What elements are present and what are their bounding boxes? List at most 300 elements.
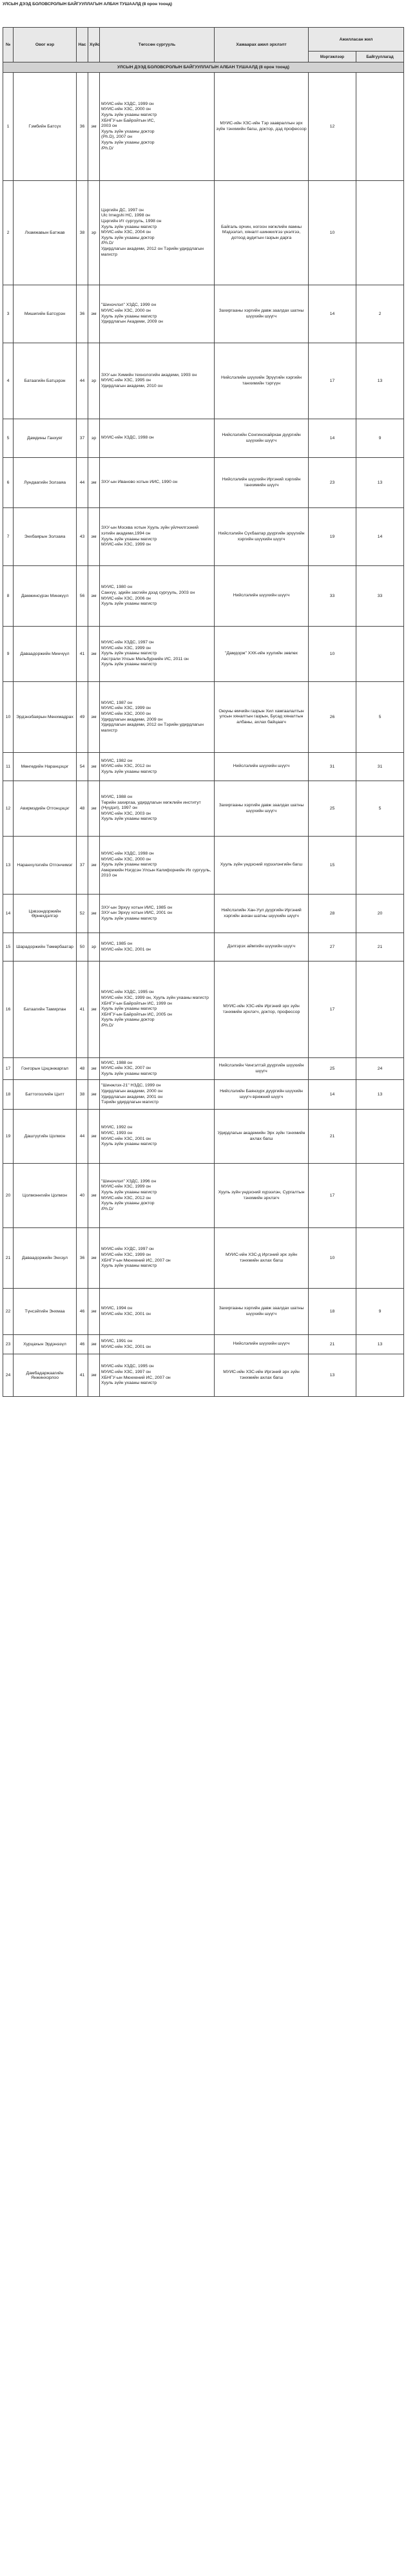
person-age: 44 (77, 343, 88, 419)
education-line: Хууль зүйн ухааны магистр (101, 862, 157, 867)
section-row (3, 62, 404, 73)
education-line: Удирдлагын академи, 2001 он (101, 1094, 163, 1099)
education-line: ЗХУ-ын Иваново хотын ИИС, 1990 он (101, 480, 178, 485)
job-title: МУИС-ийн ХЗС-ийн Тэр заавраллын эрх зүйн тэнхмийн багш, доктор, дэд профессор (215, 73, 309, 181)
education-line: МУИС, 1985 он (101, 941, 133, 946)
row-number: 19 (3, 1110, 14, 1164)
education-line: МУИС-ийн ХЗС, 2001 он (101, 947, 151, 952)
person-name: Авирмэдийн Отгонцэцэг (14, 781, 77, 837)
experience-org: 21 (356, 933, 404, 961)
person-name: Энхбаярын Золзаяа (14, 508, 77, 566)
education-list (100, 933, 215, 961)
row-number: 4 (3, 343, 14, 419)
education-line: Хууль зүйн ухааны магистр (101, 113, 157, 118)
person-name: Батаагийн Тамирлан (14, 961, 77, 1058)
education-line: МУИС, 1988 он (101, 795, 133, 800)
person-sex: эм (88, 458, 100, 508)
table-row (3, 837, 404, 895)
job-title: Хууль зүйн үндэсний хүрээлэн, Сургалтын тэнхмийн эрхлэгч (215, 1164, 309, 1228)
education-line: МУИС, 1980 он (101, 585, 133, 590)
education-line: ЗХУ-ын Эрхүү хотын ИИС, 1985 он (101, 905, 173, 910)
experience-total: 33 (309, 566, 356, 627)
education-line: ХБНГУ-ын Мюнхений ИС, 2007 он (101, 1258, 171, 1263)
education-list (100, 781, 215, 837)
person-name: Дамжинсүрэн Минжүүл (14, 566, 77, 627)
person-sex: эр (88, 343, 100, 419)
experience-org: 5 (356, 682, 404, 753)
education-line: МУИС-ийн ХЗС, 2000 он (101, 308, 151, 313)
person-age: 44 (77, 1110, 88, 1164)
row-number: 11 (3, 753, 14, 781)
education-list (100, 1164, 215, 1228)
job-title: Хууль зүйн үндэсний хүрээлэнгийн багш (215, 837, 309, 895)
education-line: МУИС-ийн ХЗС, 2000 он (101, 107, 151, 112)
table-row (3, 566, 404, 627)
header-education: Төгссөн сургууль (100, 28, 215, 62)
table-row (3, 961, 404, 1058)
experience-org: 5 (356, 781, 404, 837)
education-line: ХБНГУ-ын Байройтын ИС, 1999 он (101, 1001, 172, 1006)
education-line: МУИС-ийн ХЗС, 2012 он (101, 1195, 151, 1200)
job-title: МУИС-ийн ХЗС-ийн Иргэний эрх зүйн тэнхмийн ахлах багш (215, 1354, 309, 1397)
person-sex: эм (88, 1110, 100, 1164)
person-age: 52 (77, 895, 88, 933)
person-age: 46 (77, 1335, 88, 1354)
education-line: Хууль зүйн ухааны магистр (101, 916, 157, 921)
experience-total: 21 (309, 1110, 356, 1164)
table-row (3, 181, 404, 285)
education-line: Хууль зүйн ухааны магистр (101, 1007, 157, 1012)
person-name: Гонгорын Цэцэнжаргал (14, 1058, 77, 1080)
experience-total: 14 (309, 285, 356, 343)
education-list (100, 1110, 215, 1164)
person-age: 48 (77, 781, 88, 837)
experience-total: 26 (309, 682, 356, 753)
education-line: МУИС, 1991 он (101, 1338, 133, 1343)
person-age: 49 (77, 682, 88, 753)
table-row (3, 1110, 404, 1164)
table-row (3, 343, 404, 419)
education-line: Удирдлагын Академи, 2009 он (101, 319, 163, 325)
education-line: МУИС-ийн ХЗС, 2001 он (101, 1136, 151, 1141)
education-list (100, 419, 215, 458)
experience-total: 14 (309, 419, 356, 458)
education-line: МУИС-ийн ХЗС, 2001 он (101, 1311, 151, 1316)
experience-org (356, 627, 404, 682)
person-age: 50 (77, 933, 88, 961)
person-sex: эр (88, 933, 100, 961)
education-list (100, 837, 215, 895)
row-number: 8 (3, 566, 14, 627)
experience-total: 23 (309, 458, 356, 508)
experience-total: 14 (309, 1080, 356, 1110)
person-name: Эрдэнэбаярын Мөнхмадрах (14, 682, 77, 753)
education-line: Австрали Улсын Мельбурнийн ИС, 2011 он (101, 656, 189, 661)
row-number: 24 (3, 1354, 14, 1397)
experience-total: 21 (309, 1335, 356, 1354)
table-row (3, 1354, 404, 1397)
education-line: Хууль зүйн ухааны доктор (101, 1018, 155, 1023)
education-line: МУИС-ийн ХЗС, 2000 он (101, 711, 151, 716)
person-age: 48 (77, 1058, 88, 1080)
header-exp-total: Мэргэжлээр (309, 52, 356, 62)
header-experience: Ажилласан жил (309, 28, 404, 52)
row-number: 7 (3, 508, 14, 566)
education-line: МУИС-ийн ХЗС, 2006 он (101, 596, 151, 601)
person-sex: эм (88, 1164, 100, 1228)
education-line: "Шинэчлэл" ХЗДС, 1999 он (101, 303, 157, 308)
education-line: МУИС, 1982 он (101, 758, 133, 763)
education-list (100, 1058, 215, 1080)
job-title: "Дамдорж" ХХК-ийн хуулийн зөвлөх (215, 627, 309, 682)
education-line: МУИС-ийн ХЗС, 2007 он (101, 1066, 151, 1071)
header-row (3, 28, 404, 52)
row-number: 6 (3, 458, 14, 508)
person-sex: эм (88, 1354, 100, 1397)
education-line: Удирдлагын академи, 2000 он (101, 1088, 163, 1094)
education-list (100, 285, 215, 343)
job-title: Нийслэлийн Баянзүрх дүүргийн шүүхийн шүүгч врижний шүүгч (215, 1080, 309, 1110)
job-title: Удирдлагын академийн Эрх зүйн тэнхмийн ахлах багш (215, 1110, 309, 1164)
job-title: Нийслэлийн Чингэлтэй дүүргийн шүүхийн шүүгч (215, 1058, 309, 1080)
experience-total: 25 (309, 781, 356, 837)
job-title: Захиргааны хэргийн давж заалдах шатны шүүхийн шүүгч (215, 1289, 309, 1335)
table-row (3, 458, 404, 508)
education-line: Хууль зүйн ухааны магистр (101, 651, 157, 656)
education-line: /Ph.D/ (101, 241, 113, 246)
education-list (100, 508, 215, 566)
education-line: Цэргийн Ит сургууль, 1998 он (101, 219, 162, 224)
job-title: Нийслэлийн шүүхийн шүүгч (215, 566, 309, 627)
table-row (3, 508, 404, 566)
education-line: Хууль зүйн ухааны доктор (101, 140, 155, 145)
person-age: 37 (77, 419, 88, 458)
header-no: № (3, 28, 14, 62)
job-title: Захиргааны хэргийн давж заалдах шатны шүүхийн шүүгч (215, 285, 309, 343)
education-line: ЗХУ-ын Москва хотын Хууль зүйн уйлчилгээний хэтийн академи,1994 он (101, 526, 198, 536)
education-line: "Шинжлэх-21" НЗДС, 1999 он (101, 1083, 161, 1088)
row-number: 22 (3, 1289, 14, 1335)
person-sex: эм (88, 508, 100, 566)
row-number: 12 (3, 781, 14, 837)
row-number: 2 (3, 181, 14, 285)
education-list (100, 1354, 215, 1397)
person-age: 38 (77, 181, 88, 285)
education-line: ХБНГУ-ын Байройтын ИС, (101, 118, 155, 123)
education-line: МУИС-ийн ХЗДС, 1999 он (101, 101, 154, 106)
education-list (100, 1080, 215, 1110)
education-list (100, 181, 215, 285)
job-title: Нийслэлийн Хан-Уул дүүргийн Иргэний хэргийн анхан шатны шүүхийн шүүгч (215, 895, 309, 933)
person-name: Дамбадаржаагийн Янжинхорлоо (14, 1354, 77, 1397)
person-name: Цолмоннгийн Цолмон (14, 1164, 77, 1228)
person-name: Гэмбийн Батсүх (14, 73, 77, 181)
header-title: Хамаарах ажил эрхлэлт (215, 28, 309, 62)
table-row (3, 285, 404, 343)
person-sex: эм (88, 961, 100, 1058)
person-name: Даваадоржийн Энхзул (14, 1228, 77, 1289)
experience-org: 33 (356, 566, 404, 627)
education-line: МУИС-ийн ХЗДС, 1998 он (101, 435, 154, 440)
person-sex: эм (88, 753, 100, 781)
education-line: МУИС, 1993 он (101, 1130, 133, 1135)
header-name: Овог нэр (14, 28, 77, 62)
table-row (3, 682, 404, 753)
job-title: Нийслэлийн шүүхийн шүүгч (215, 1335, 309, 1354)
person-name: Шарадоржийн Төмөрбаатар (14, 933, 77, 961)
education-line: МУИС-ийн ХЗС, 1999 он (101, 1252, 151, 1257)
header-age: Нас (77, 28, 88, 62)
education-line: Удирдлагын академи, 2012 он Тэрийн удирдлагын магистр (101, 723, 204, 733)
experience-org: 24 (356, 1058, 404, 1080)
experience-total: 17 (309, 961, 356, 1058)
education-line: МУИС, 1994 он (101, 1305, 133, 1311)
job-title: МУИС-ийн ХЗС-ийн Иргэний эрх зүйн тэнхмийн эрхлэгч, доктор, профессор (215, 961, 309, 1058)
experience-org: 13 (356, 1080, 404, 1110)
education-line: Америкийн Нэгдсэн Улсын Калифорнийн Их сургууль, 2010 он (101, 867, 211, 878)
experience-total: 17 (309, 343, 356, 419)
education-line: Хууль зүйн ухааны доктор (101, 235, 155, 240)
education-line: Хууль зүйн ухааны магистр (101, 536, 157, 542)
row-number: 9 (3, 627, 14, 682)
person-name: Батаагийн Батцэрэн (14, 343, 77, 419)
experience-total: 17 (309, 1164, 356, 1228)
education-line: Хууль зүйн ухааны доктор (101, 1201, 155, 1206)
row-number: 16 (3, 961, 14, 1058)
row-number: 20 (3, 1164, 14, 1228)
person-age: 43 (77, 508, 88, 566)
person-age: 36 (77, 73, 88, 181)
table-row (3, 1289, 404, 1335)
person-sex: эм (88, 837, 100, 895)
education-line: МУИС-ийн ХЗС, 1999 он (101, 542, 151, 547)
person-age: 56 (77, 566, 88, 627)
education-line: МУИС-ийн ХЗС, 2000 он (101, 857, 151, 862)
education-line: Ulc Irnegshi HC, 1998 он (101, 213, 150, 218)
person-age: 41 (77, 627, 88, 682)
education-line: Хууль зүйн ухааны магистр (101, 224, 157, 229)
education-list (100, 566, 215, 627)
job-title: Нийслэлийн шүүхийн шүүгч (215, 753, 309, 781)
experience-total: 18 (309, 1289, 356, 1335)
education-list (100, 753, 215, 781)
person-age: 46 (77, 1289, 88, 1335)
experience-org (356, 1110, 404, 1164)
experience-total: 13 (309, 1354, 356, 1397)
experience-total: 25 (309, 1058, 356, 1080)
education-list (100, 895, 215, 933)
education-line: Хууль зүйн ухааны магистр (101, 601, 157, 607)
education-list (100, 1289, 215, 1335)
experience-total: 27 (309, 933, 356, 961)
job-title: Нийслэлийн шүүхийн Эрүүгийн хэргийн танхимийн тэргүүн (215, 343, 309, 419)
experience-org: 2 (356, 285, 404, 343)
person-age: 40 (77, 1164, 88, 1228)
education-list (100, 1228, 215, 1289)
experience-total: 28 (309, 895, 356, 933)
person-sex: эм (88, 566, 100, 627)
person-name: Лхамжавын Батжав (14, 181, 77, 285)
person-sex: эм (88, 627, 100, 682)
person-sex: эр (88, 419, 100, 458)
person-name: Мишигийн Батсүрэн (14, 285, 77, 343)
experience-total: 10 (309, 1228, 356, 1289)
education-line: Төрийн захиргаа, удирдлагын хөгжлийн институт (Нүүдэл), 1997 он (101, 800, 201, 811)
person-sex: эм (88, 285, 100, 343)
person-age: 44 (77, 458, 88, 508)
row-number: 23 (3, 1335, 14, 1354)
person-name: Мөнгөдийн Наранцэцэг (14, 753, 77, 781)
person-sex: эм (88, 1228, 100, 1289)
education-list (100, 682, 215, 753)
job-title: Нийслэлийн Сүхбаатар дүүргийн эрүүгийн хэргийн шүүхийн шүүгч (215, 508, 309, 566)
education-line: Удирдлагын академи, 2009 он (101, 717, 163, 722)
table-row (3, 1228, 404, 1289)
table-row (3, 1058, 404, 1080)
job-title: Оюуны өмчийн газрын Хил хамгаалалтын улсын хяналтын газрын, Бусад хяналтын албаны, ахлах байцаагч (215, 682, 309, 753)
header-sex: Хүйс (88, 28, 100, 62)
experience-org (356, 1228, 404, 1289)
row-number: 14 (3, 895, 14, 933)
experience-total: 12 (309, 73, 356, 181)
table-row (3, 895, 404, 933)
table-row (3, 753, 404, 781)
education-line: /Ph.D/ (101, 1023, 113, 1028)
person-sex: эм (88, 895, 100, 933)
education-line: МУИС-ийн ХЗДС, 1995 он (101, 1364, 154, 1369)
education-line: МУИС-ийн ХЗДС, 1997 он (101, 640, 154, 645)
education-list (100, 73, 215, 181)
education-line: "Шинэчлэл" ХЗДС, 1996 он (101, 1179, 157, 1184)
person-sex: эм (88, 73, 100, 181)
education-line: Хууль зүйн ухааны доктор (101, 129, 155, 134)
section-title: УЛСЫН ДЭЭД БОЛОВСРОЛЫН БАЙГУУЛЛАГЫН АЛБАН ТУШААЛД (8 орон тоонд) (3, 62, 404, 73)
table-row (3, 1080, 404, 1110)
education-line: ХБНГУ-ын Мюнхений ИС, 2007 он (101, 1375, 171, 1380)
education-line: ХБНГУ-ын Байройтын ИС, 2005 он (101, 1012, 172, 1017)
education-line: МУИС, 1987 он (101, 700, 133, 705)
education-list (100, 1335, 215, 1354)
experience-org (356, 1354, 404, 1397)
education-line: Удирдлагын академи, 2012 он Тэрийн удирдлагын магистр (101, 246, 204, 257)
person-sex: эм (88, 1289, 100, 1335)
education-line: Цэргийн ДС, 1997 он (101, 207, 144, 213)
person-name: Хурцахын Эрдэнэзүл (14, 1335, 77, 1354)
person-sex: эр (88, 181, 100, 285)
education-line: МУИС, 1988 он (101, 1060, 133, 1065)
education-line: МУИС-ийн ХЗС, 1997 он (101, 1369, 151, 1374)
job-title: Захиргааны хэргийн давж заалдах шатны шүүхийн шүүгч (215, 781, 309, 837)
education-line: /Ph.D/ (101, 1206, 113, 1211)
education-line: Хууль зүйн ухааны магистр (101, 1071, 157, 1076)
education-line: Санхүү, эдийн засгийн дээд сургууль, 2003 он (101, 590, 195, 595)
education-line: Хууль зүйн ухааны магистр (101, 817, 157, 822)
education-list (100, 627, 215, 682)
row-number: 18 (3, 1080, 14, 1110)
experience-org: 9 (356, 419, 404, 458)
education-line: ЗХУ-ын Химийн технологийн академи, 1993 он (101, 372, 197, 377)
person-age: 41 (77, 1354, 88, 1397)
job-title: Байгаль орчин, ногоон хөгжлийн яамны Мэдээлэл, хяналт-шинжилгээ үнэлгээ, дотоод аудитын газрын дарга (215, 181, 309, 285)
person-sex: эм (88, 1335, 100, 1354)
experience-total: 10 (309, 181, 356, 285)
experience-total: 19 (309, 508, 356, 566)
experience-org: 31 (356, 753, 404, 781)
page-title: УЛСЫН ДЭЭД БОЛОВСРОЛЫН БАЙГУУЛЛАГЫН АЛБАН ТУШААЛД (8 орон тоонд) (3, 2, 173, 6)
education-line: Хууль зүйн ухааны магистр (101, 769, 157, 774)
education-line: ЗХУ-ын Эрхүү хотын ИИС, 2001 он (101, 911, 173, 916)
experience-total: 31 (309, 753, 356, 781)
person-age: 41 (77, 961, 88, 1058)
education-line: /Ph.D/ (101, 146, 113, 151)
person-name: Наранхүлэгийн Отгончимэг (14, 837, 77, 895)
education-line: Хууль зүйн ухааны магистр (101, 1264, 157, 1269)
experience-org: 13 (356, 343, 404, 419)
person-name: Цэвээндоржийн Өрнөхдэлгэр (14, 895, 77, 933)
education-line: МУИС-ийн ХЗС, 2003 он (101, 811, 151, 816)
person-sex: эм (88, 1058, 100, 1080)
person-age: 54 (77, 753, 88, 781)
table-row (3, 1335, 404, 1354)
experience-org (356, 961, 404, 1058)
person-name: Түнсэйгийн Энхмаа (14, 1289, 77, 1335)
person-age: 36 (77, 285, 88, 343)
education-line: МУИС-ийн ХЗС, 2004 он (101, 230, 151, 235)
experience-total: 15 (309, 837, 356, 895)
education-line: (Ph.D), 2007 он (101, 135, 132, 140)
row-number: 21 (3, 1228, 14, 1289)
education-line: 2003 он (101, 124, 117, 129)
person-sex: эм (88, 1080, 100, 1110)
experience-org: 13 (356, 1335, 404, 1354)
education-line: Хууль зүйн ухааны магистр (101, 314, 157, 319)
education-line: МУИС-ийн ХЗДС, 1998 он (101, 851, 154, 857)
education-list (100, 458, 215, 508)
row-number: 3 (3, 285, 14, 343)
table-row (3, 781, 404, 837)
job-title: Дэлгэрэх аймгийн шүүхийн шүүгч (215, 933, 309, 961)
experience-org (356, 181, 404, 285)
job-title: Нийслэлийн шүүхийн Иргэний хэргийн танхимийн шүүгч (215, 458, 309, 508)
experience-org (356, 1164, 404, 1228)
education-list (100, 961, 215, 1058)
person-name: Дашгүүгийн Цолмон (14, 1110, 77, 1164)
person-age: 37 (77, 837, 88, 895)
row-number: 5 (3, 419, 14, 458)
experience-org: 14 (356, 508, 404, 566)
education-line: МУИС, 1992 он (101, 1125, 133, 1130)
person-name: Даваадоржийн Минчүүл (14, 627, 77, 682)
education-line: Хууль зүйн ухааны магистр (101, 1381, 157, 1386)
education-line: МУИС-ийн ХЗС, 1999 он, Хууль зүйн ухааны магистр (101, 996, 209, 1001)
row-number: 10 (3, 682, 14, 753)
person-age: 38 (77, 1080, 88, 1110)
education-list (100, 343, 215, 419)
experience-org: 13 (356, 458, 404, 508)
education-line: МУИС-ийн ХЗС, 2012 он (101, 764, 151, 769)
education-line: МУИС-ийн ХЗС, 1999 он (101, 645, 151, 650)
education-line: МУИС-ийн ХЗС, 1999 он (101, 706, 151, 711)
person-age: 36 (77, 1228, 88, 1289)
experience-org: 20 (356, 895, 404, 933)
table-row (3, 933, 404, 961)
education-line: Хууль зүйн ухааны магистр (101, 1189, 157, 1195)
education-line: Хууль зүйн ухааны магистр (101, 1142, 157, 1147)
job-title: Нийслэлийн Сонгинохайрхан дүүргийн шүүхийн шүүгч (215, 419, 309, 458)
header-exp-org: Байгууллагад (356, 52, 404, 62)
experience-org (356, 73, 404, 181)
table-row (3, 1164, 404, 1228)
